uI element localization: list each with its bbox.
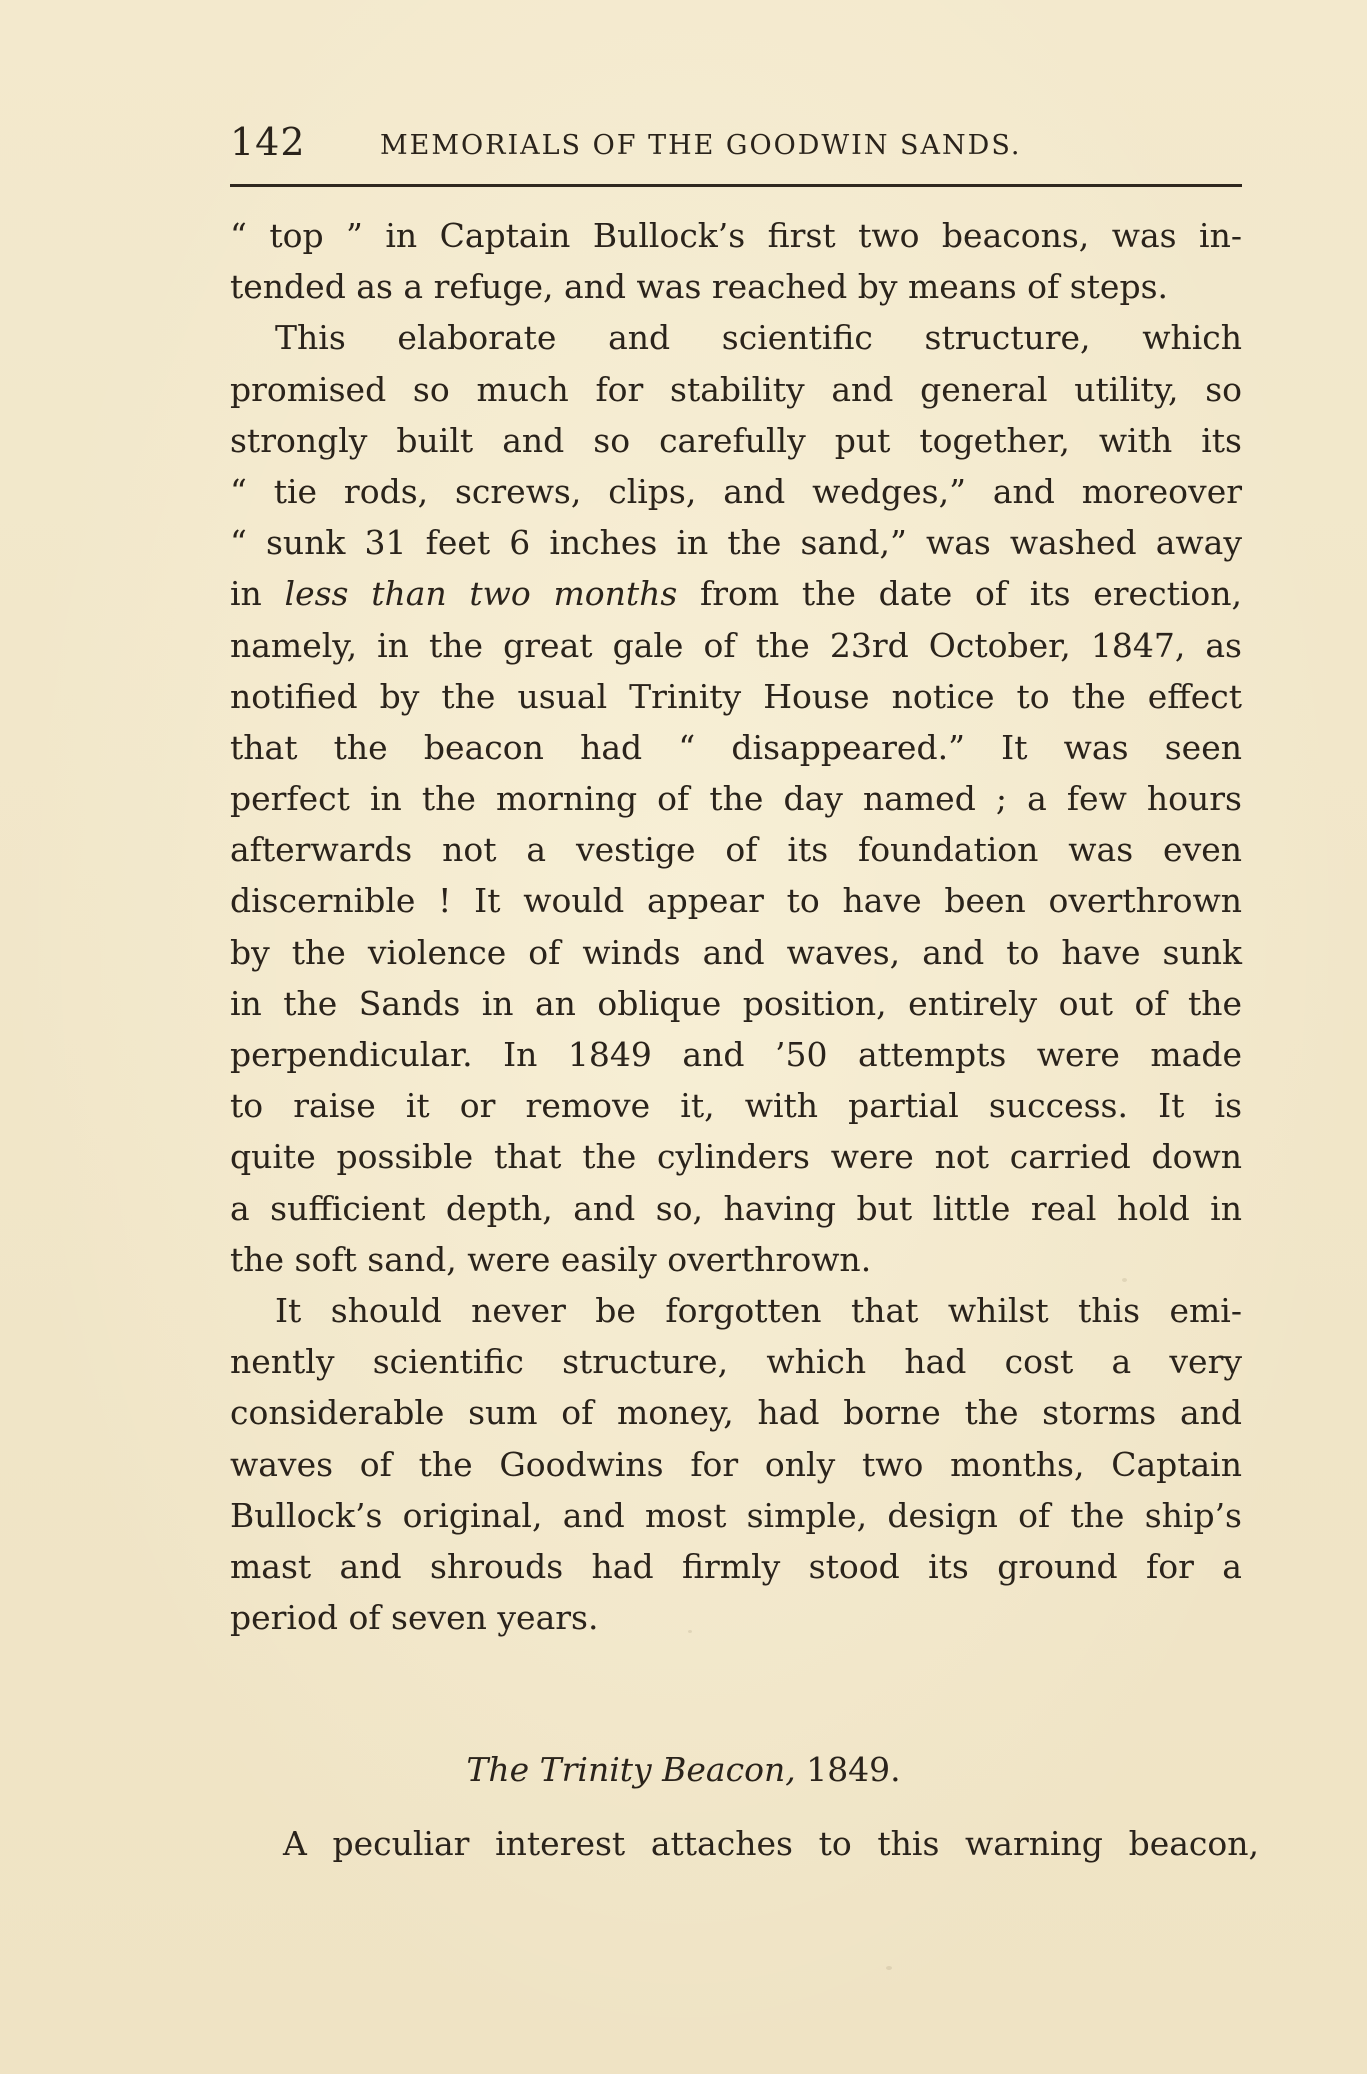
body-text — [230, 210, 1242, 1643]
text-line: strongly built and so carefully put together, with its — [230, 420, 1242, 460]
text-line: a sufficient depth, and so, having but little real hold in — [230, 1188, 1242, 1228]
text-line: afterwards not a vestige of its foundation was even — [230, 830, 1242, 870]
text-line: It should never be forgotten that whilst this emi- — [275, 1290, 1242, 1330]
text-line: discernible ! It would appear to have been overthrown — [230, 881, 1242, 921]
text-line: “ sunk 31 feet 6 inches in the sand,” was washed away — [230, 523, 1242, 563]
text-line: This elaborate and scientific structure, which — [275, 318, 1242, 358]
text-line: quite possible that the cylinders were not carried down — [230, 1137, 1242, 1177]
running-head: MEMORIALS OF THE GOODWIN SANDS. — [380, 130, 1022, 161]
section-title-year: 1849. — [795, 1750, 901, 1789]
text-line: perpendicular. In 1849 and ’50 attempts were made — [230, 1035, 1242, 1074]
page-header — [230, 118, 1242, 166]
text-line: in less than two months from the date of its erection, — [230, 574, 1242, 614]
text-line: in the Sands in an oblique position, entirely out of the — [230, 983, 1242, 1023]
header-rule — [230, 184, 1242, 187]
text-line: mast and shrouds had firmly stood its ground for a — [230, 1546, 1242, 1586]
text-line: nently scientific structure, which had cost a very — [230, 1342, 1242, 1382]
text-line: Bullock’s original, and most simple, design of the ship’s — [230, 1495, 1242, 1535]
page-number: 142 — [230, 120, 306, 164]
paper-speck — [688, 1630, 692, 1633]
text-line: “ top ” in Captain Bullock’s first two beacons, was in- — [230, 216, 1242, 255]
text-line: “ tie rods, screws, clips, and wedges,” and moreover — [230, 471, 1242, 511]
final-line: A peculiar interest attaches to this warning beacon, — [283, 1824, 1259, 1863]
section-title — [0, 1744, 1367, 1795]
text-line: that the beacon had “ disappeared.” It was seen — [230, 727, 1242, 767]
text-line: period of seven years. — [230, 1598, 599, 1638]
text-line: waves of the Goodwins for only two months, Captain — [230, 1444, 1242, 1484]
text-line: namely, in the great gale of the 23rd October, 1847, as — [230, 625, 1242, 665]
text-line: the soft sand, were easily overthrown. — [230, 1239, 872, 1279]
text-line: by the violence of winds and waves, and to have sunk — [230, 932, 1242, 972]
text-line: considerable sum of money, had borne the storms and — [230, 1393, 1242, 1433]
text-line: notified by the usual Trinity House notice to the effect — [230, 676, 1242, 716]
paper-speck — [1122, 1278, 1127, 1282]
section-title-italic: The Trinity Beacon, — [466, 1750, 796, 1789]
text-line: to raise it or remove it, with partial success. It is — [230, 1086, 1242, 1126]
text-line: promised so much for stability and general utility, so — [230, 369, 1242, 409]
text-line: perfect in the morning of the day named ; a few hours — [230, 779, 1242, 819]
paper-speck — [886, 1966, 892, 1970]
text-line: tended as a refuge, and was reached by means of steps. — [230, 267, 1169, 307]
